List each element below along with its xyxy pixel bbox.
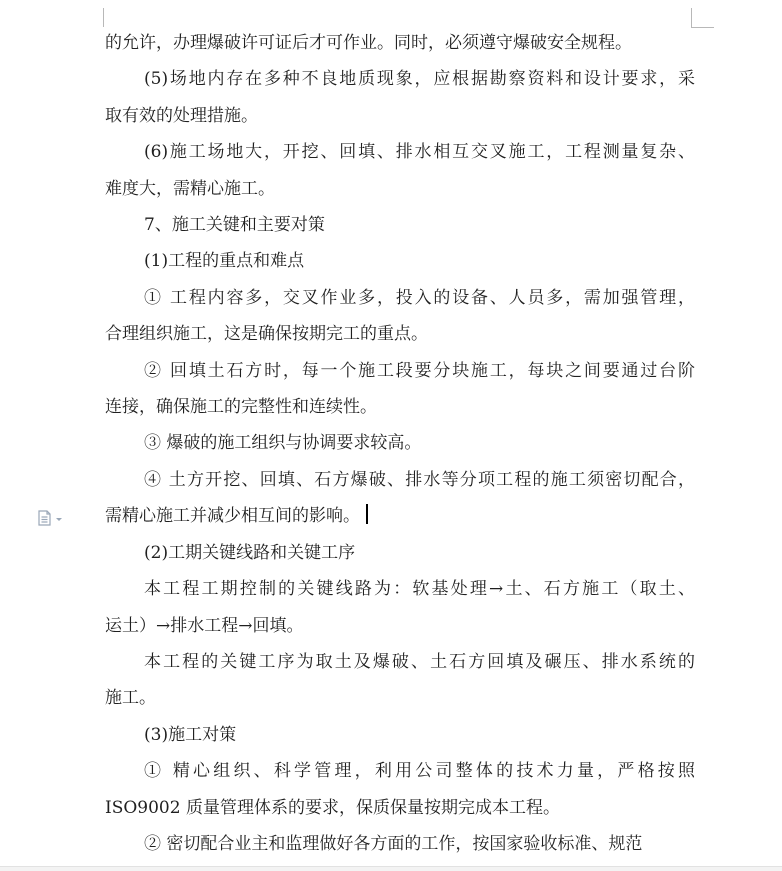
paragraph xyxy=(105,243,695,279)
page-bottom-edge xyxy=(0,866,782,871)
text-line: (2)工期关键线路和关键工序 xyxy=(144,542,356,563)
paragraph-layout-icon-graphic xyxy=(37,510,65,526)
paragraph xyxy=(105,753,695,826)
text-line: 7、施工关键和主要对策 xyxy=(144,215,325,236)
text-line: (1)工程的重点和难点 xyxy=(144,251,305,272)
text-line: (3)施工对策 xyxy=(144,724,237,745)
text-line: 本工程的关键工序为取土及爆破、土石方回填及碾压、排水系统的 xyxy=(144,651,695,672)
text-line: 需精心施工并减少相互间的影响。 xyxy=(105,498,695,534)
text-line: ① 精心组织、科学管理，利用公司整体的技术力量，严格按照 xyxy=(144,761,695,782)
paragraph xyxy=(105,644,695,717)
text-line: (6)施工场地大，开挖、回填、排水相互交叉施工，工程测量复杂、 xyxy=(144,142,695,163)
paragraph xyxy=(105,353,695,426)
text-line: 施工。 xyxy=(105,688,156,709)
text-line: ② 回填土石方时，每一个施工段要分块施工，每块之间要通过台阶 xyxy=(144,360,695,381)
text-line: ① 工程内容多，交叉作业多，投入的设备、人员多，需加强管理， xyxy=(144,287,695,308)
paragraph xyxy=(105,280,695,353)
text-line: 连接，确保施工的完整性和连续性。 xyxy=(105,397,377,418)
text-cursor xyxy=(366,504,368,524)
text-line: ③ 爆破的施工组织与协调要求较高。 xyxy=(144,433,422,454)
text-line: ④ 土方开挖、回填、石方爆破、排水等分项工程的施工须密切配合， xyxy=(144,469,695,490)
crop-mark-top-left xyxy=(103,8,104,27)
text-line: 的允许，办理爆破许可证后才可作业。同时，必须遵守爆破安全规程。 xyxy=(105,33,632,53)
paragraph xyxy=(105,134,695,207)
text-line: 合理组织施工，这是确保按期完工的重点。 xyxy=(105,324,428,345)
text-line: (5)场地内存在多种不良地质现象，应根据勘察资料和设计要求，采 xyxy=(144,69,695,90)
paragraph xyxy=(105,717,695,753)
paragraph xyxy=(105,25,695,61)
paragraph xyxy=(105,61,695,134)
paragraph xyxy=(105,535,695,571)
text-line: ② 密切配合业主和监理做好各方面的工作，按国家验收标准、规范 xyxy=(144,833,643,854)
paragraph xyxy=(105,462,695,535)
paragraph-layout-icon[interactable] xyxy=(37,510,65,526)
paragraph xyxy=(105,425,695,461)
paragraph xyxy=(105,571,695,644)
text-line: 难度大，需精心施工。 xyxy=(105,178,275,199)
text-line: ISO9002 质量管理体系的要求，保质保量按期完成本工程。 xyxy=(105,797,560,818)
paragraph xyxy=(105,207,695,243)
text-line: 运土）→排水工程→回填。 xyxy=(105,615,304,636)
text-line: 取有效的处理措施。 xyxy=(105,105,258,126)
text-line: 本工程工期控制的关键线路为：软基处理→土、石方施工（取土、 xyxy=(144,579,695,600)
paragraph xyxy=(105,826,695,862)
document-body[interactable] xyxy=(105,25,695,862)
